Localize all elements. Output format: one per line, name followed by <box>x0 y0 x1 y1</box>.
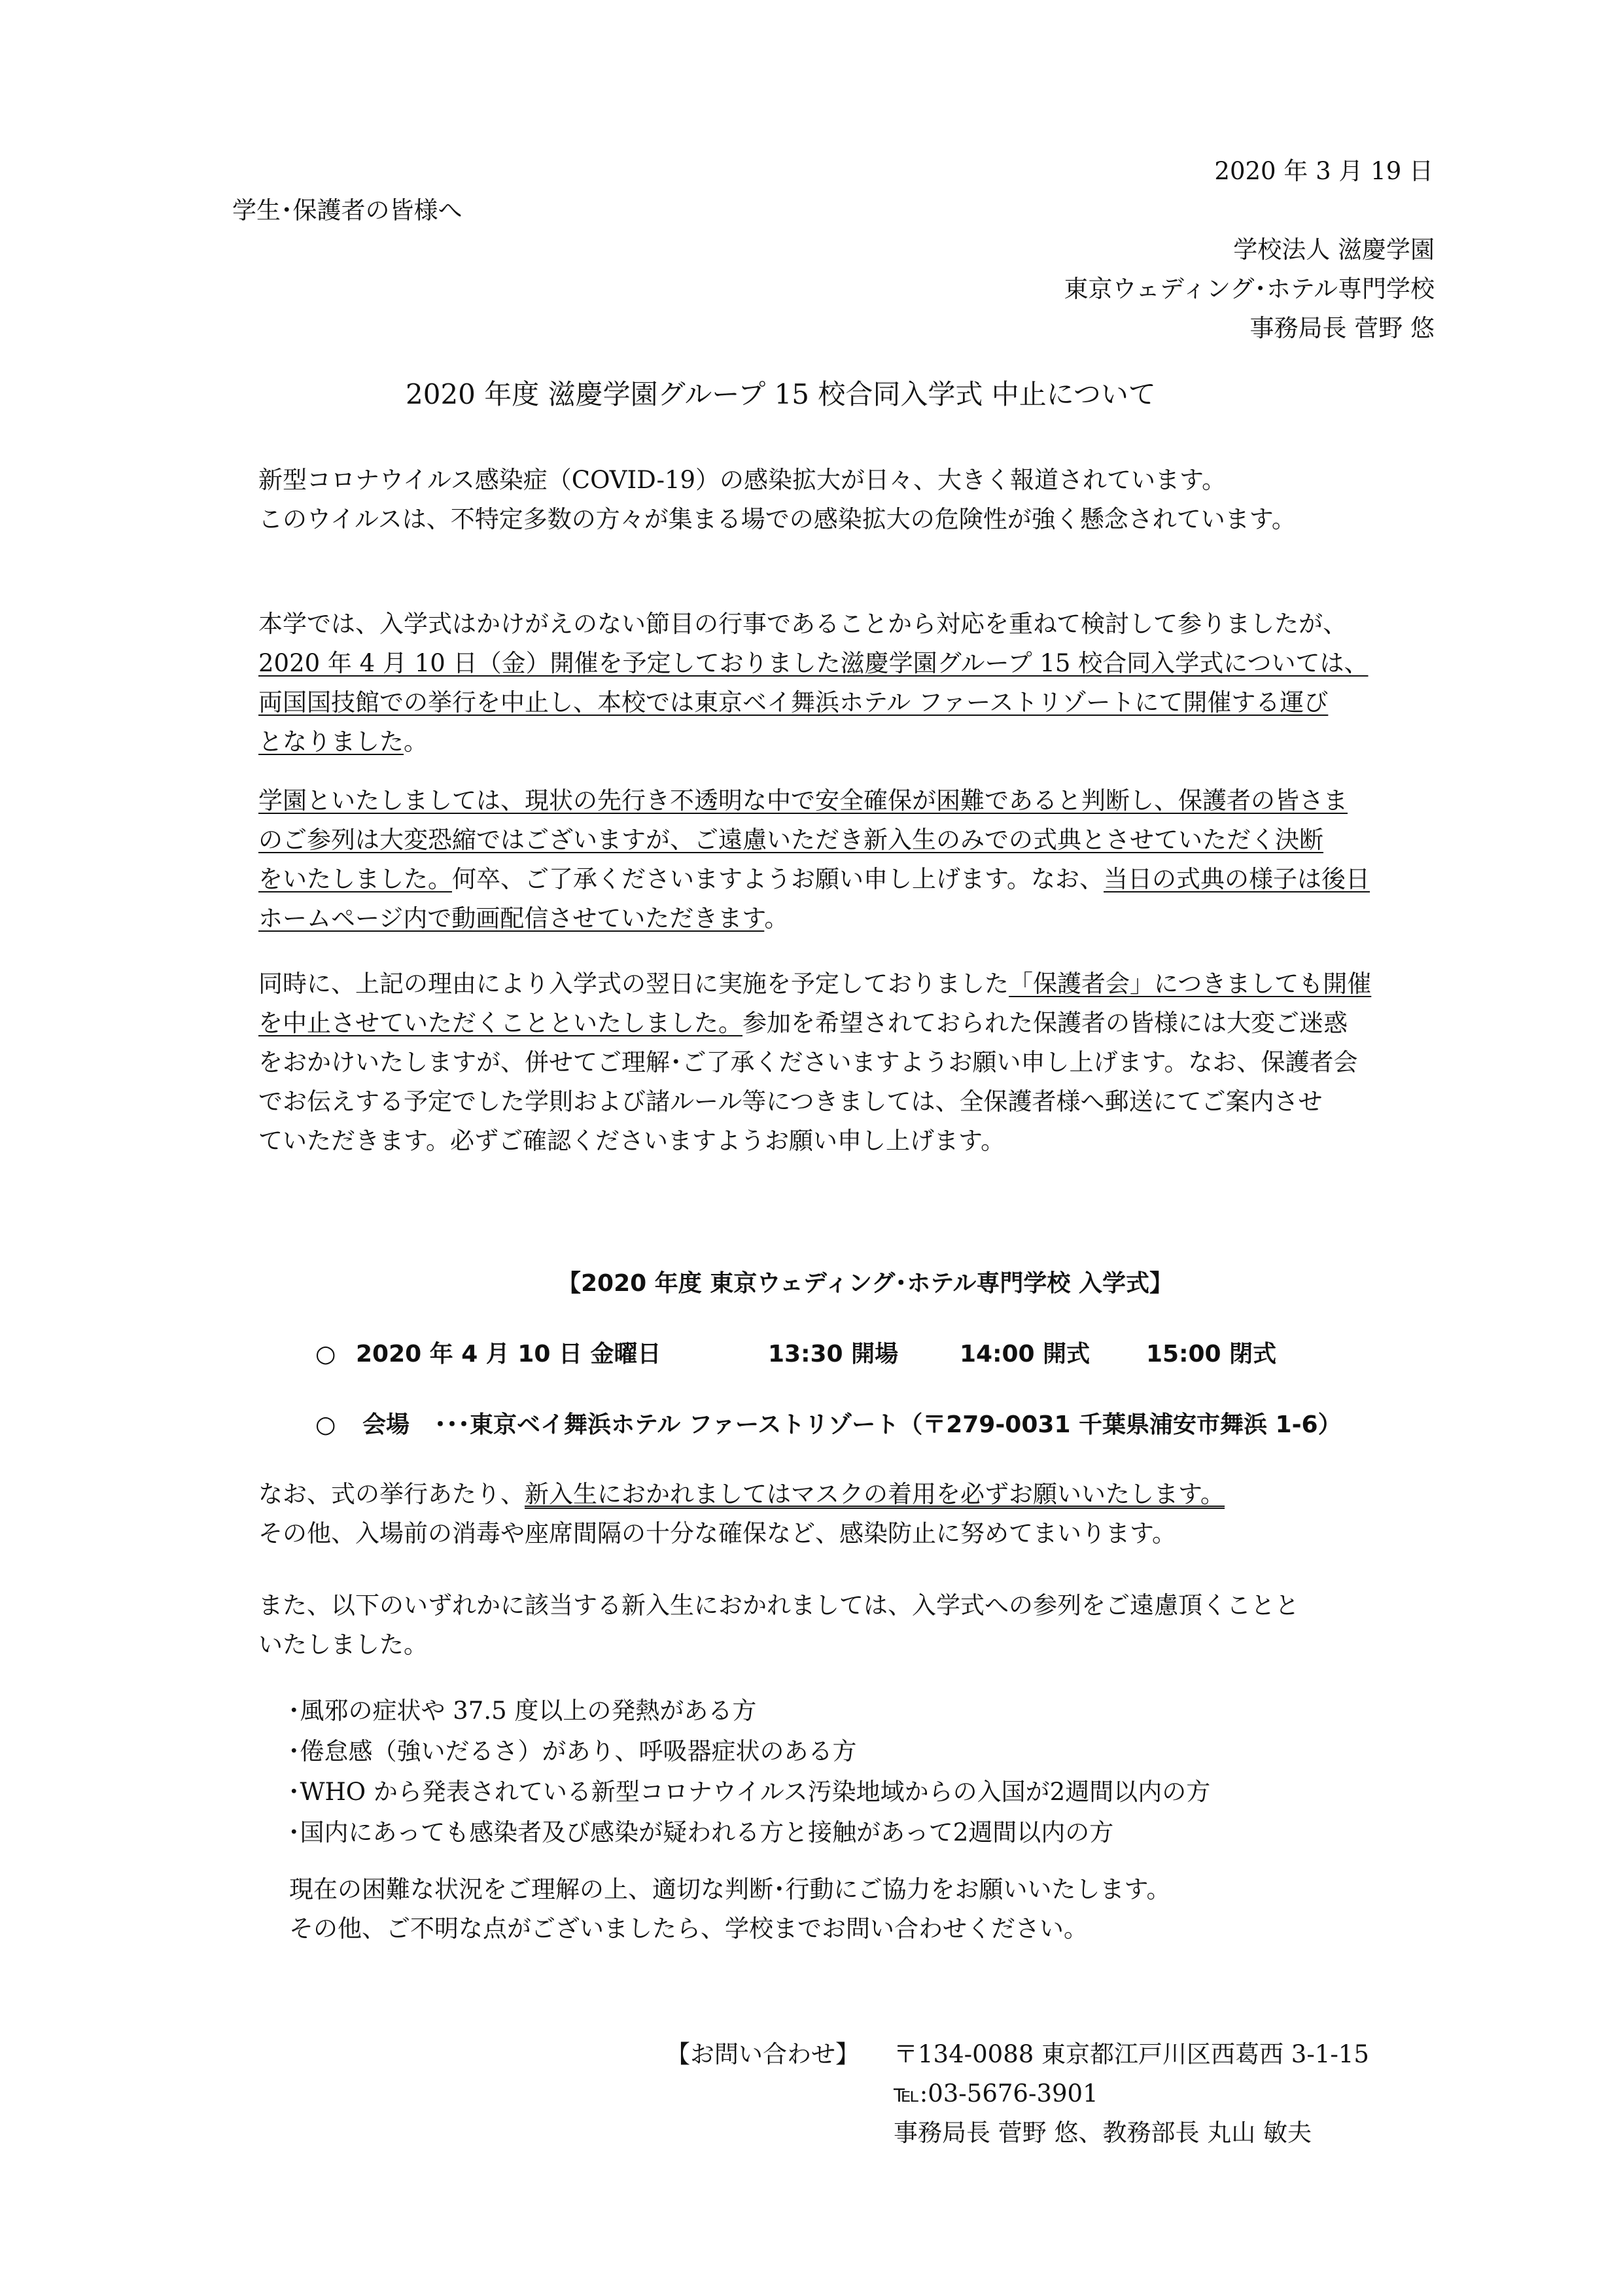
contact-address: 〒134-0088 東京都江戸川区西葛西 3-1-15 <box>894 2040 1369 2068</box>
paragraph-line <box>258 860 1456 899</box>
text: なお、式の挙行あたり、 <box>258 1480 525 1508</box>
contact-label: 【お問い合わせ】 <box>666 2040 860 2068</box>
underlined-text: 「保護者会」につきましても開催 <box>1009 970 1372 998</box>
ceremony-end-time: 15:00 閉式 <box>1146 1341 1277 1368</box>
contact-staff: 事務局長 菅野 悠、教務部長 丸山 敏夫 <box>894 2119 1312 2147</box>
paragraph-line <box>258 1475 1225 1514</box>
exclusion-paragraph <box>258 1586 1299 1665</box>
paragraph-line: でお伝えする予定でした学則および諸ルール等につきましては、全保護者様へ郵送にてご案内させ <box>258 1087 1323 1116</box>
text: 。 <box>764 904 789 932</box>
paragraph-line: その他、入場前の消毒や座席間隔の十分な確保など、感染防止に努めてまいります。 <box>258 1519 1177 1547</box>
intro-line: 新型コロナウイルス感染症（COVID-19）の感染拡大が日々、大きく報道されています。 <box>258 466 1227 494</box>
paragraph-line: ていただきます。必ずご確認くださいますようお願い申し上げます。 <box>258 1127 1005 1155</box>
underlined-line: のご参列は大変恐縮ではございますが、ご遠慮いただき新入生のみでの式典とさせていただく決断 <box>258 826 1323 854</box>
contact-line <box>666 2035 1369 2074</box>
document-date: 2020 年 3 月 19 日 <box>1214 157 1433 185</box>
paragraph-line: いたしました。 <box>258 1631 428 1659</box>
venue-label: 会場 <box>362 1411 410 1438</box>
underlined-line: 両国国技館での挙行を中止し、本校では東京ベイ舞浜ホテル ファーストリゾートにて開催する運び <box>258 688 1329 716</box>
list-item: ･WHO から発表されている新型コロナウイルス汚染地域からの入国が2週間以内の方 <box>288 1778 1211 1806</box>
intro-line: このウイルスは、不特定多数の方々が集まる場での感染拡大の危険性が強く懸念されています。 <box>258 505 1296 533</box>
paragraph-line <box>258 964 1456 1004</box>
ceremony-start-time: 14:00 開式 <box>960 1341 1091 1368</box>
contact-tel: ℡:03-5676-3901 <box>894 2079 1098 2108</box>
addressee: 学生･保護者の皆様へ <box>232 196 462 224</box>
text: 。 <box>404 728 428 756</box>
contact-block <box>666 2035 1369 2153</box>
ceremony-open-time: 13:30 開場 <box>768 1341 899 1368</box>
text: 同時に、上記の理由により入学式の翌日に実施を予定しておりました <box>258 970 1009 998</box>
text: 参加を希望されておられた保護者の皆様には大変ご迷惑 <box>742 1009 1348 1037</box>
text: 何卒、ご了承くださいますようお願い申し上げます。なお、 <box>452 865 1104 893</box>
underlined-text: 当日の式典の様子は後日 <box>1104 865 1370 893</box>
mask-notice <box>258 1475 1225 1553</box>
sender-person: 事務局長 菅野 悠 <box>1249 314 1435 342</box>
paragraph-parents-meeting <box>258 964 1456 1161</box>
ceremony-heading: 【2020 年度 東京ウェディング･ホテル専門学校 入学式】 <box>557 1270 1173 1297</box>
paragraph-venue-change <box>258 605 1456 762</box>
underlined-text: となりました <box>258 728 404 756</box>
closing-paragraph <box>289 1870 1171 1949</box>
paragraph-line <box>258 899 1456 938</box>
circle-mark: ○ <box>315 1411 336 1438</box>
paragraph-line: をおかけいたしますが、併せてご理解･ご了承くださいますようお願い申し上げます。なお、保護者会 <box>258 1048 1358 1076</box>
intro-paragraph <box>258 461 1456 539</box>
paragraph-parents-decision <box>258 781 1456 938</box>
ceremony-venue-line <box>315 1407 1342 1443</box>
underlined-text: をいたしました。 <box>258 865 452 893</box>
paragraph-line <box>258 722 1456 762</box>
exclusion-list <box>288 1691 1210 1853</box>
ceremony-date: 2020 年 4 月 10 日 金曜日 <box>356 1341 661 1368</box>
underlined-text: を中止させていただくことといたしました。 <box>258 1009 742 1037</box>
underlined-text: ホームページ内で動画配信させていただきます <box>258 904 765 932</box>
ceremony-date-line <box>315 1336 1276 1373</box>
paragraph-line: その他、ご不明な点がございましたら、学校までお問い合わせください。 <box>289 1915 1088 1943</box>
underlined-line: 学園といたしましては、現状の先行き不透明な中で安全確保が困難であると判断し、保護者の皆さま <box>258 786 1348 815</box>
double-underlined-text: 新入生におかれましてはマスクの着用を必ずお願いいたします。 <box>525 1480 1225 1508</box>
list-item: ･国内にあっても感染者及び感染が疑われる方と接触があって2週間以内の方 <box>288 1818 1114 1846</box>
underlined-line: 2020 年 4 月 10 日（金）開催を予定しておりました滋慶学園グループ 15 校合同入学式については、 <box>258 649 1369 677</box>
document-title: 2020 年度 滋慶学園グループ 15 校合同入学式 中止について <box>406 378 1156 410</box>
sender-corporation: 学校法人 滋慶学園 <box>1233 236 1435 264</box>
circle-mark: ○ <box>315 1341 336 1368</box>
paragraph-line: 現在の困難な状況をご理解の上、適切な判断･行動にご協力をお願いいたします。 <box>289 1875 1171 1903</box>
sender-school: 東京ウェディング･ホテル専門学校 <box>1064 275 1435 303</box>
paragraph-line <box>258 1004 1456 1043</box>
paragraph-line: また、以下のいずれかに該当する新入生におかれましては、入学式への参列をご遠慮頂くことと <box>258 1591 1299 1619</box>
list-item: ･風邪の症状や 37.5 度以上の発熱がある方 <box>288 1697 757 1725</box>
venue-text: ･･･東京ベイ舞浜ホテル ファーストリゾート（〒279-0031 千葉県浦安市舞浜 1-6） <box>434 1411 1342 1438</box>
list-item: ･倦怠感（強いだるさ）があり、呼吸器症状のある方 <box>288 1737 857 1765</box>
paragraph-line: 本学では、入学式はかけがえのない節目の行事であることから対応を重ねて検討して参りましたが、 <box>258 610 1348 638</box>
